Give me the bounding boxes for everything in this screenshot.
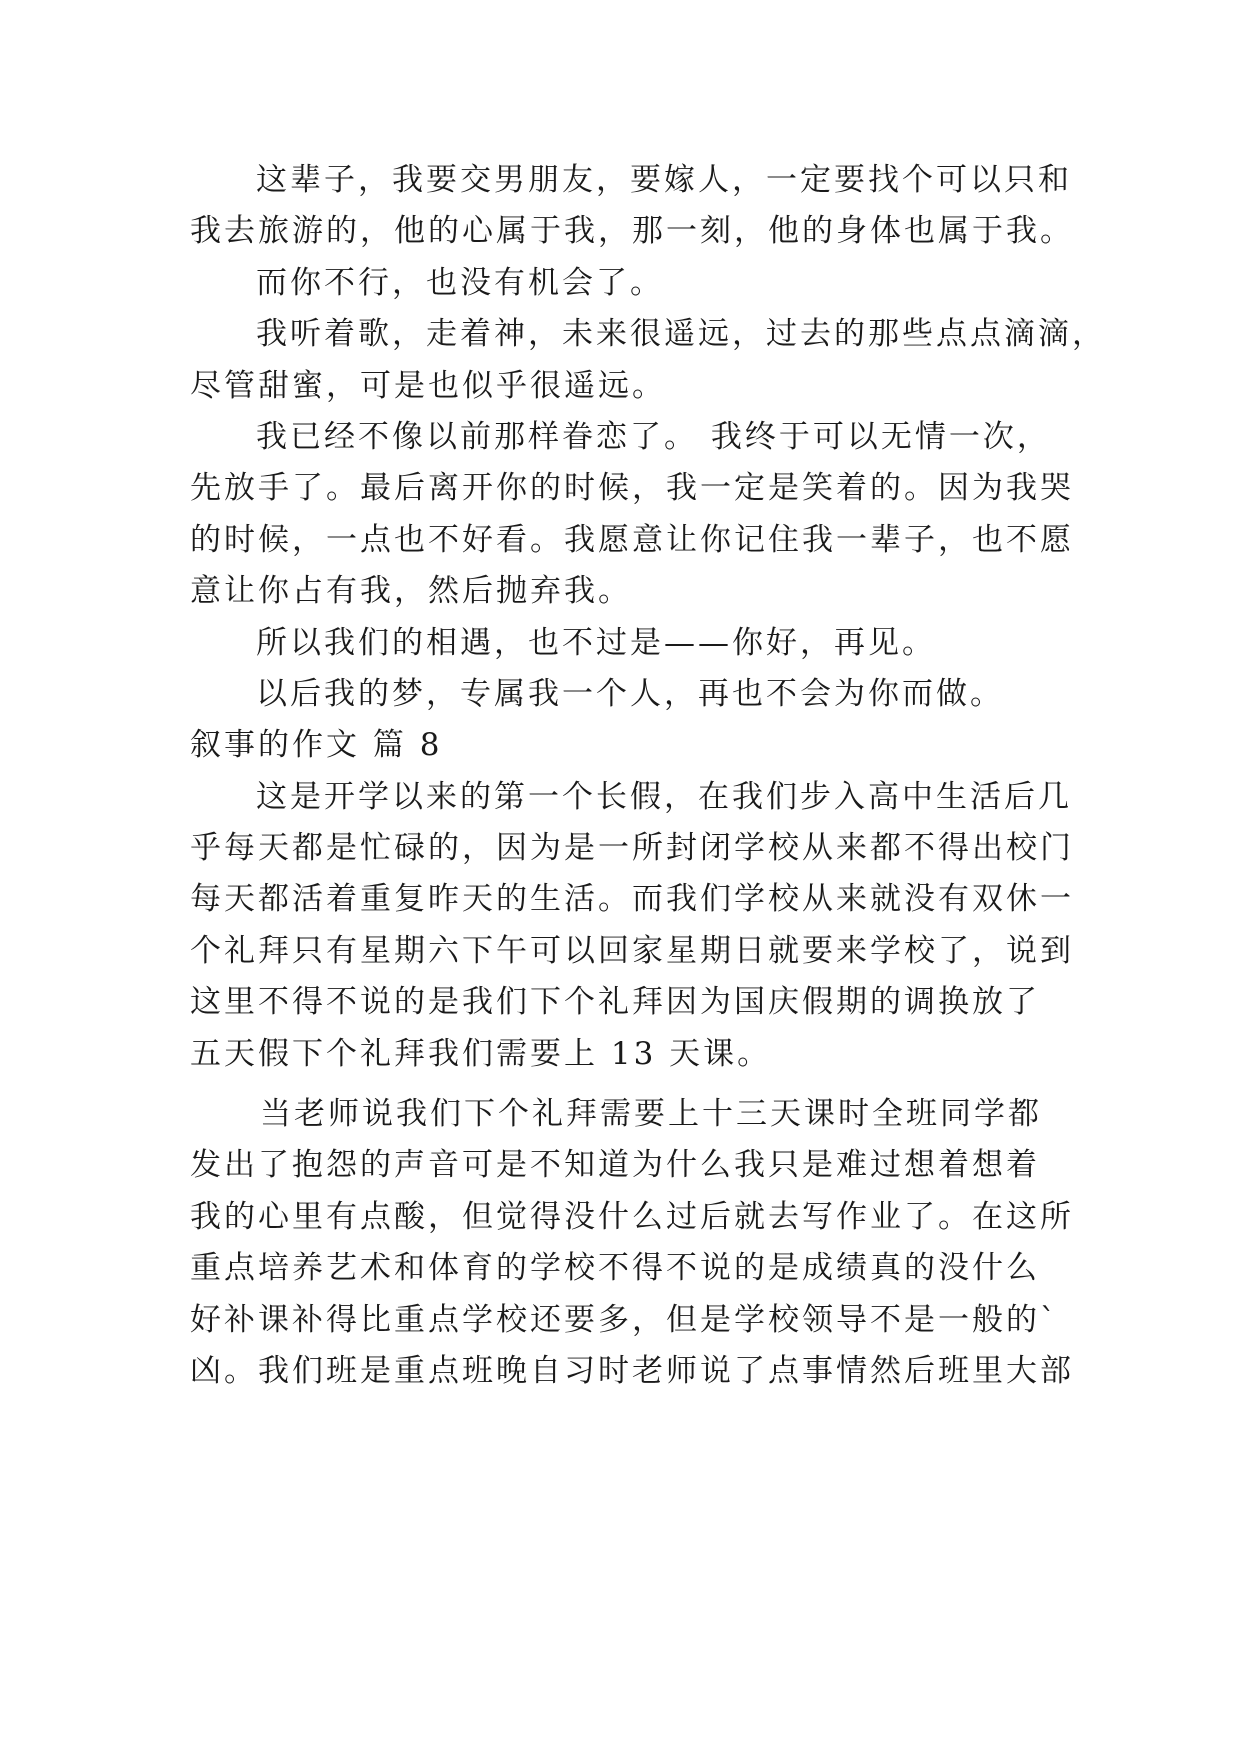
text-line: 而你不行，也没有机会了。 bbox=[256, 264, 664, 301]
text-line: 重点培养艺术和体育的学校不得不说的是成绩真的没什么 bbox=[190, 1250, 1040, 1287]
text-line: 我听着歌，走着神，未来很遥远，过去的那些点点滴滴， bbox=[256, 316, 1106, 353]
text-line: 五天假下个礼拜我们需要上 13 天课。 bbox=[190, 1035, 772, 1072]
text-line: 乎每天都是忙碌的，因为是一所封闭学校从来都不得出校门 bbox=[190, 830, 1074, 867]
text-line: 这里不得不说的是我们下个礼拜因为国庆假期的调换放了 bbox=[190, 984, 1040, 1021]
text-line: 的时候，一点也不好看。我愿意让你记住我一辈子，也不愿 bbox=[190, 521, 1074, 558]
text-line: 我的心里有点酸，但觉得没什么过后就去写作业了。在这所 bbox=[190, 1198, 1074, 1235]
section-heading: 叙事的作文 篇 8 bbox=[190, 727, 443, 764]
text-line: 每天都活着重复昨天的生活。而我们学校从来就没有双休一 bbox=[190, 881, 1074, 918]
text-line: 意让你占有我，然后抛弃我。 bbox=[190, 573, 632, 610]
text-line: 所以我们的相遇，也不过是——你好，再见。 bbox=[256, 624, 936, 661]
text-line: 我去旅游的，他的心属于我，那一刻，他的身体也属于我。 bbox=[190, 213, 1074, 250]
text-line: 这辈子，我要交男朋友，要嫁人，一定要找个可以只和 bbox=[256, 162, 1072, 198]
text-line: 发出了抱怨的声音可是不知道为什么我只是难过想着想着 bbox=[190, 1147, 1040, 1184]
text-line: 先放手了。最后离开你的时候，我一定是笑着的。因为我哭 bbox=[190, 470, 1074, 507]
text-line: 尽管甜蜜，可是也似乎很遥远。 bbox=[190, 367, 666, 404]
text-line: 当老师说我们下个礼拜需要上十三天课时全班同学都 bbox=[260, 1096, 1042, 1133]
text-line: 以后我的梦，专属我一个人，再也不会为你而做。 bbox=[256, 675, 1004, 712]
text-line: 好补课补得比重点学校还要多，但是学校领导不是一般的` bbox=[190, 1301, 1059, 1338]
text-line: 凶。我们班是重点班晚自习时老师说了点事情然后班里大部 bbox=[190, 1352, 1074, 1389]
text-line: 这是开学以来的第一个长假，在我们步入高中生活后几 bbox=[256, 778, 1072, 815]
essay-text bbox=[190, 155, 1106, 1397]
text-line: 个礼拜只有星期六下午可以回家星期日就要来学校了，说到 bbox=[190, 932, 1074, 969]
text-line: 我已经不像以前那样眷恋了。 我终于可以无情一次， bbox=[256, 418, 1051, 455]
